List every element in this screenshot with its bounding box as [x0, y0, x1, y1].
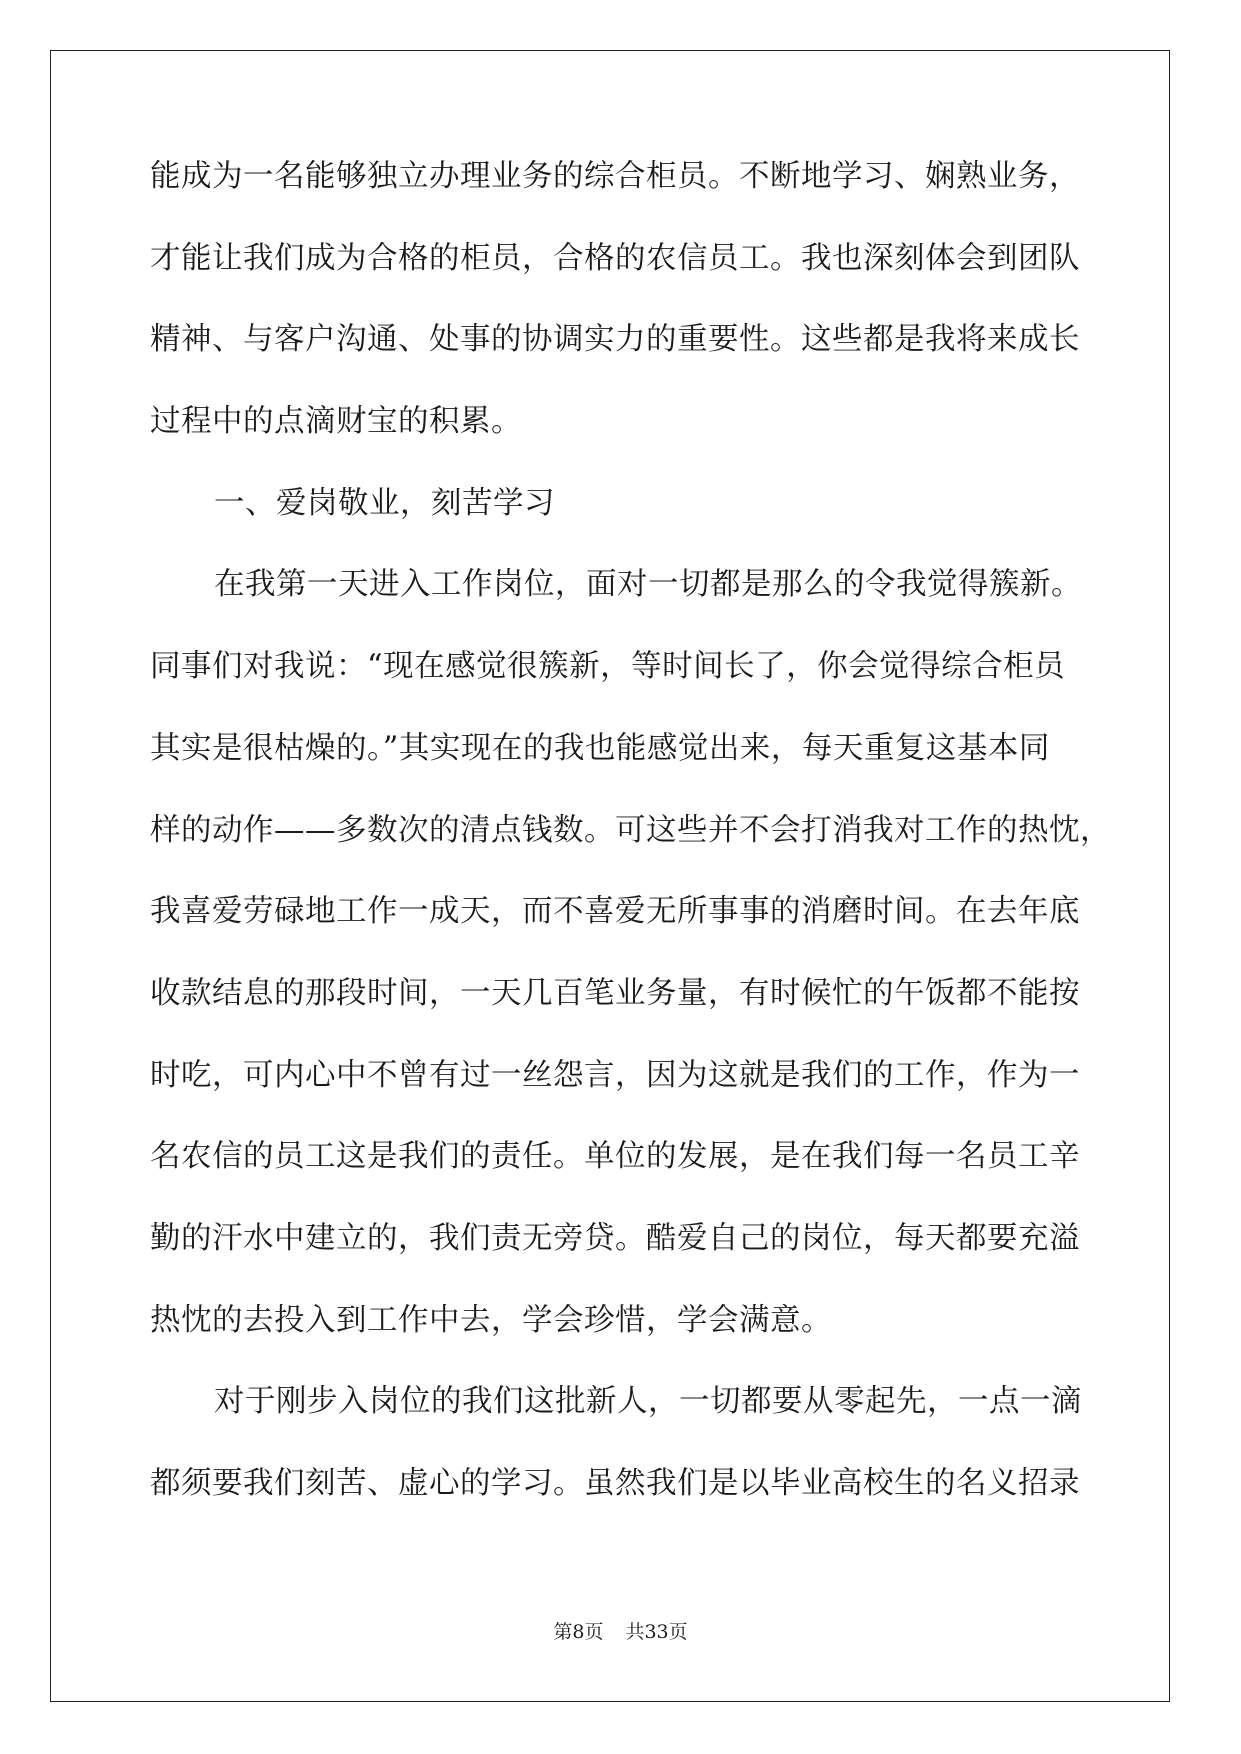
text-line: 热忱的去投入到工作中去，学会珍惜，学会满意。	[150, 1302, 832, 1338]
text-line: 在我第一天进入工作岗位，面对一切都是那么的令我觉得簇新。	[214, 567, 1082, 603]
text-line: 都须要我们刻苦、虚心的学习。虽然我们是以毕业高校生的名义招录	[150, 1466, 1080, 1501]
text-line: 同事们对我说：“现在感觉很簇新，等时间长了，你会觉得综合柜员	[150, 649, 1066, 685]
page-total: 共33页	[625, 1621, 688, 1643]
text-line: 我喜爱劳碌地工作一成天，而不喜爱无所事事的消磨时间。在去年底	[150, 894, 1080, 930]
text-line: 对于刚步入岗位的我们这批新人，一切都要从零起先，一点一滴	[214, 1384, 1082, 1420]
text-line: 名农信的员工这是我们的责任。单位的发展，是在我们每一名员工辛	[150, 1139, 1080, 1175]
text-line: 其实是很枯燥的。”其实现在的我也能感觉出来，每天重复这基本同	[150, 730, 1050, 766]
text-line: 能成为一名能够独立办理业务的综合柜员。不断地学习、娴熟业务，	[150, 159, 1080, 194]
text-line: 才能让我们成为合格的柜员，合格的农信员工。我也深刻体会到团队	[150, 240, 1080, 276]
text-line: 样的动作——多数次的清点钱数。可这些并不会打消我对工作的热忱，	[150, 812, 1111, 848]
text-line: 精神、与客户沟通、处事的协调实力的重要性。这些都是我将来成长	[150, 322, 1080, 358]
page-number: 第8页	[553, 1621, 604, 1643]
section-heading: 一、爱岗敬业，刻苦学习	[214, 485, 555, 521]
text-line: 勤的汗水中建立的，我们责无旁贷。酷爱自己的岗位，每天都要充溢	[150, 1220, 1080, 1256]
page-footer	[0, 1617, 1241, 1644]
text-line: 收款结息的那段时间，一天几百笔业务量，有时候忙的午饭都不能按	[150, 975, 1080, 1011]
text-line: 时吃，可内心中不曾有过一丝怨言，因为这就是我们的工作，作为一	[150, 1057, 1080, 1093]
document-body	[150, 157, 1111, 1546]
text-line: 过程中的点滴财宝的积累。	[150, 404, 522, 440]
